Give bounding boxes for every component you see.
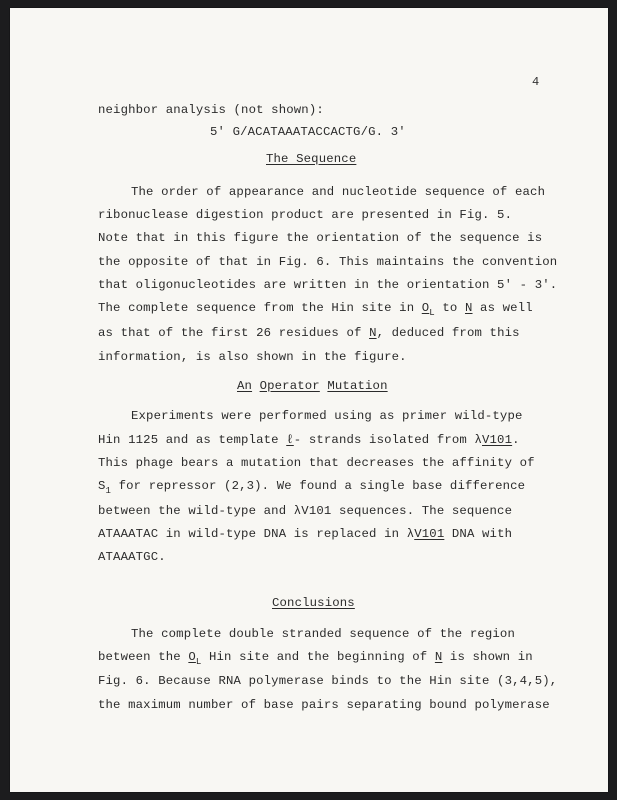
operator-symbol: O bbox=[188, 650, 196, 664]
operator-symbol: O bbox=[421, 301, 430, 315]
paragraph-line: Fig. 6. Because RNA polymerase binds to the Hin site (3,4,5), bbox=[98, 674, 558, 688]
page-number: 4 bbox=[532, 75, 540, 89]
paragraph-line: This phage bears a mutation that decreases the affinity of bbox=[98, 456, 535, 470]
paragraph-line: Hin 1125 and as template ℓ- strands isolated from λV101. bbox=[98, 433, 520, 447]
paragraph-line: between the $O_L$ Hin site and the beginning of N is shown in bbox=[98, 650, 533, 667]
paragraph-line: $S_1$ for repressor (2,3). We found a single base difference bbox=[98, 479, 526, 496]
paragraph-line: as that of the first 26 residues of N, deduced from this bbox=[98, 326, 520, 340]
paragraph-line: The order of appearance and nucleotide sequence of each bbox=[131, 185, 546, 199]
paragraph-line: Note that in this figure the orientation of the sequence is bbox=[98, 231, 543, 245]
paragraph-line: ATAAATAC in wild-type DNA is replaced in λV101 DNA with bbox=[98, 527, 513, 541]
paragraph-line: between the wild-type and λV101 sequences. The sequence bbox=[98, 504, 513, 518]
gene-symbol: N bbox=[434, 650, 443, 664]
gene-symbol: N bbox=[464, 301, 473, 315]
intro-line: neighbor analysis (not shown): bbox=[98, 103, 324, 117]
paragraph-line: ribonuclease digestion product are presented in Fig. 5. bbox=[98, 208, 513, 222]
paragraph-line: the opposite of that in Fig. 6. This maintains the convention bbox=[98, 255, 558, 269]
section-heading-conclusions: Conclusions bbox=[272, 596, 355, 610]
gene-symbol: N bbox=[369, 326, 377, 340]
paragraph-line: The complete double stranded sequence of the region bbox=[131, 627, 515, 641]
paragraph-line: Experiments were performed using as primer wild-type bbox=[131, 409, 523, 423]
section-heading-mutation: An Operator Mutation bbox=[237, 379, 388, 393]
paragraph-line: ATAAATGC. bbox=[98, 550, 166, 564]
document-page bbox=[10, 8, 608, 792]
paragraph-line: that oligonucleotides are written in the orientation 5' - 3'. bbox=[98, 278, 558, 292]
section-heading-sequence: The Sequence bbox=[266, 152, 357, 166]
paragraph-line: The complete sequence from the Hin site in $O_L$ to N as well bbox=[98, 301, 533, 318]
paragraph-line: the maximum number of base pairs separating bound polymerase bbox=[98, 698, 550, 712]
sequence-line: 5' G/ACATAAATACCACTG/G. 3' bbox=[210, 125, 406, 139]
paragraph-line: information, is also shown in the figure. bbox=[98, 350, 407, 364]
